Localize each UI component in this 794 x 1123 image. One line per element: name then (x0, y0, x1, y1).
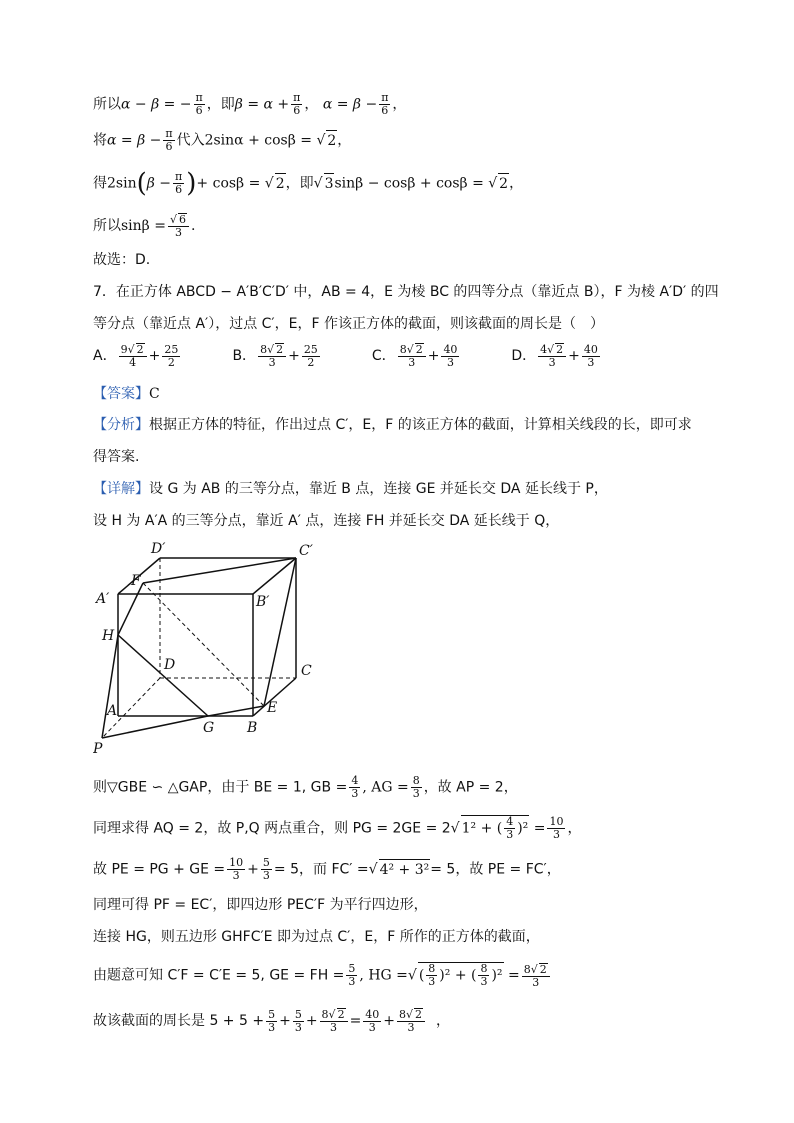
option-d: D． $\frac{4√ 2}{3}$ + $\frac{40}{3}$ (511, 342, 598, 369)
options-row (93, 343, 646, 369)
derivation-line-3: 得2sin(β − $\frac{\pi}{6}$ )+ cosβ = √ 2，即√ 3sinβ − cosβ + cosβ = √ 2， (93, 168, 524, 199)
analysis-line-2: 得答案. (93, 449, 140, 465)
question-7-line-1: 7．在正方体 ABCD − A′B′C′D′ 中，AB = 4，E 为棱 BC 的四等分点（靠近点 B），F 为棱 A′D′ 的四 (93, 284, 719, 300)
label-H: H (102, 628, 115, 644)
label-F: F (131, 573, 141, 589)
option-a: A． $\frac{9√ 2}{4}$ + $\frac{25}{2}$ (93, 342, 179, 369)
solution-line-4: 同理可得 PF = EC′，即四边形 PEC′F 为平行四边形， (93, 897, 428, 913)
solution-line-5: 连接 HG，则五边形 GHFC′E 即为过点 C′，E，F 所作的正方体的截面， (93, 929, 540, 945)
detail-tag: 【详解】 (93, 481, 149, 497)
solution-line-3: 故 PE = PG + GE = $\frac{10}{3}$ + $\frac{5}{3}$ = 5，而 FC′ =√ 4² + 3²= 5，故 PE = FC′， (93, 856, 561, 882)
answer-tag: 【答案】 (93, 386, 149, 402)
solution-line-6: 由题意可知 C′F = C′E = 5, GE = FH = $\frac{5}{3}$ , HG =√ ( $\frac{8}{3}$ )² + ( $\frac{8}{3}$ )² = $\frac{8√ 2}{3}$ (93, 962, 552, 989)
question-7-line-2: 等分点（靠近点 A′），过点 C′，E，F 作该正方体的截面，则该截面的周长是（ ） (93, 316, 604, 332)
detail-line-1: 【详解】设 G 为 AB 的三等分点，靠近 B 点，连接 GE 并延长交 DA 延长线于 P， (93, 481, 608, 497)
derivation-line-2: 将α = β − $\frac{\pi}{6}$ 代入2sinα + cosβ = √ 2， (93, 127, 352, 153)
label-A: A (107, 703, 118, 719)
line-HP (102, 635, 118, 738)
derivation-line-1: 所以α − β = − $\frac{\pi}{6}$ ，即β = α + $\frac{\pi}{6}$ ， α = β − $\frac{\pi}{6}$ ， (93, 91, 407, 117)
cube-section-figure (93, 538, 333, 763)
hidden-FE (143, 583, 264, 706)
option-c: C． $\frac{8√ 2}{3}$ + $\frac{40}{3}$ (371, 342, 458, 369)
label-P: P (93, 741, 103, 757)
label-D: D (164, 657, 176, 673)
label-Cp: C′ (299, 543, 313, 559)
solution-line-1: 则▽GBE ∽ △GAP，由于 BE = 1, GB = $\frac{4}{3}$ , AG = $\frac{8}{3}$ ，故 AP = 2， (93, 774, 518, 800)
answer-line (93, 384, 160, 404)
section-GH (118, 635, 208, 716)
answer-value: C (149, 386, 160, 402)
solution-line-2: 同理求得 AQ = 2，故 P,Q 两点重合，则 PG = 2GE = 2√ 1² + ( $\frac{4}{3}$ )² = $\frac{10}{3}$ ， (93, 815, 582, 841)
solution-line-7: 故该截面的周长是 5 + 5 + $\frac{5}{3}$ + $\frac{5}{3}$ + $\frac{8√ 2}{3}$ = $\frac{40}{3}$ + $\frac{8√ 2}{3}$ ， (93, 1007, 450, 1034)
label-Dp: D′ (151, 541, 166, 557)
line-PG (102, 716, 208, 738)
derivation-line-4: 所以sinβ = $\frac{√ 6}{3}$ . (93, 213, 196, 239)
analysis-line-1: 【分析】根据正方体的特征，作出过点 C′，E，F 的该正方体的截面，计算相关线段的长，即可求 (93, 417, 692, 433)
label-Bp: B′ (256, 594, 270, 610)
label-Ap: A′ (96, 591, 110, 607)
label-E: E (267, 700, 278, 716)
label-C: C (301, 663, 312, 679)
choose-line: 故选：D. (93, 252, 151, 268)
section-FCp (143, 558, 296, 583)
analysis-tag: 【分析】 (93, 417, 149, 433)
detail-line-2: 设 H 为 A′A 的三等分点，靠近 A′ 点，连接 FH 并延长交 DA 延长线于 Q， (93, 513, 560, 529)
option-b: B． $\frac{8√ 2}{3}$ + $\frac{25}{2}$ (232, 342, 318, 369)
label-G: G (203, 720, 215, 736)
label-B: B (247, 720, 258, 736)
